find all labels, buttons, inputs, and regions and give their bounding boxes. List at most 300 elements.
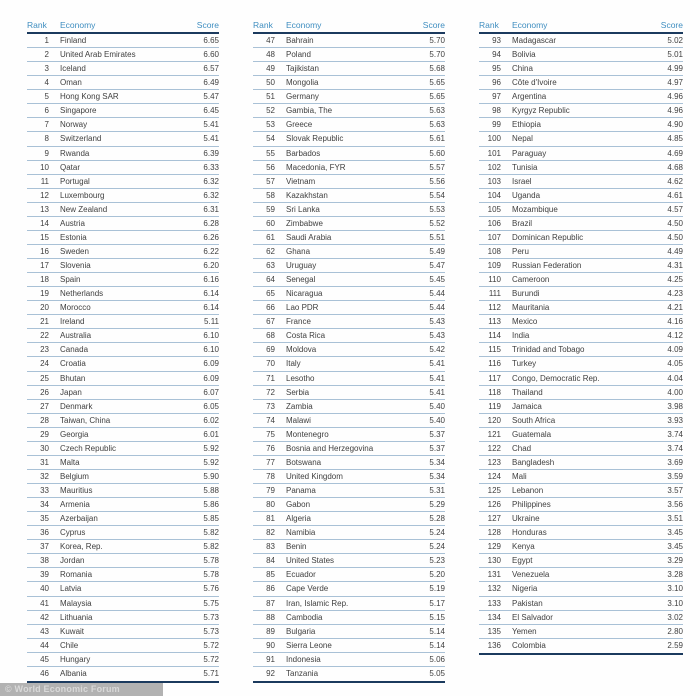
score-cell: 5.34 xyxy=(429,457,445,467)
score-cell: 5.65 xyxy=(429,92,445,102)
table-row xyxy=(253,132,445,146)
rank-cell: 107 xyxy=(487,232,501,242)
score-cell: 5.82 xyxy=(203,528,219,538)
score-cell: 4.25 xyxy=(667,275,683,285)
score-cell: 4.61 xyxy=(667,190,683,200)
rank-cell: 88 xyxy=(266,612,275,622)
economy-cell: Qatar xyxy=(60,162,81,172)
table-row xyxy=(479,273,683,287)
table-row xyxy=(27,132,219,146)
score-cell: 5.51 xyxy=(429,232,445,242)
table-row xyxy=(479,512,683,526)
economy-cell: Serbia xyxy=(286,387,310,397)
table-row xyxy=(253,540,445,554)
rank-cell: 43 xyxy=(40,626,49,636)
score-cell: 5.60 xyxy=(429,148,445,158)
economy-cell: Romania xyxy=(60,570,93,580)
economy-cell: South Africa xyxy=(512,415,556,425)
economy-cell: Moldova xyxy=(286,345,317,355)
rank-cell: 94 xyxy=(492,50,501,60)
table-row xyxy=(27,245,219,259)
rank-cell: 53 xyxy=(266,120,275,130)
score-cell: 3.74 xyxy=(667,429,683,439)
table-row xyxy=(253,484,445,498)
rank-cell: 120 xyxy=(487,415,501,425)
table-row xyxy=(479,118,683,132)
score-cell: 5.37 xyxy=(429,429,445,439)
economy-cell: Sri Lanka xyxy=(286,204,320,214)
score-cell: 3.29 xyxy=(667,556,683,566)
table-row xyxy=(479,611,683,625)
rank-cell: 80 xyxy=(266,500,275,510)
table-row xyxy=(27,400,219,414)
copyright-watermark: © World Economic Forum xyxy=(0,683,163,696)
economy-cell: Austria xyxy=(60,218,85,228)
score-cell: 5.70 xyxy=(429,50,445,60)
score-column-header: Score xyxy=(422,20,445,30)
score-cell: 3.02 xyxy=(667,612,683,622)
table-row xyxy=(27,470,219,484)
score-cell: 5.37 xyxy=(429,443,445,453)
economy-cell: Malta xyxy=(60,457,80,467)
table-row xyxy=(253,582,445,596)
score-cell: 5.76 xyxy=(203,584,219,594)
rank-cell: 19 xyxy=(40,289,49,299)
rank-cell: 12 xyxy=(40,190,49,200)
score-cell: 6.60 xyxy=(203,50,219,60)
economy-cell: Saudi Arabia xyxy=(286,232,332,242)
rank-cell: 127 xyxy=(487,514,501,524)
economy-cell: Bolivia xyxy=(512,50,536,60)
rank-cell: 38 xyxy=(40,556,49,566)
score-cell: 4.50 xyxy=(667,232,683,242)
rank-cell: 3 xyxy=(44,64,49,74)
rank-cell: 87 xyxy=(266,598,275,608)
economy-cell: Ukraine xyxy=(512,514,540,524)
economy-cell: Kyrgyz Republic xyxy=(512,106,570,116)
table-row xyxy=(27,343,219,357)
table-row xyxy=(27,62,219,76)
table-row xyxy=(27,540,219,554)
table-row xyxy=(27,526,219,540)
economy-cell: Kenya xyxy=(512,542,535,552)
rank-cell: 52 xyxy=(266,106,275,116)
rank-cell: 27 xyxy=(40,401,49,411)
rank-cell: 69 xyxy=(266,345,275,355)
score-cell: 6.33 xyxy=(203,162,219,172)
economy-cell: Bulgaria xyxy=(286,626,316,636)
rank-cell: 2 xyxy=(44,50,49,60)
table-row xyxy=(479,372,683,386)
rank-cell: 42 xyxy=(40,612,49,622)
rank-cell: 81 xyxy=(266,514,275,524)
score-cell: 2.59 xyxy=(667,641,683,651)
table-row xyxy=(479,76,683,90)
rank-cell: 13 xyxy=(40,204,49,214)
rank-cell: 33 xyxy=(40,486,49,496)
economy-cell: Kazakhstan xyxy=(286,190,328,200)
economy-cell: Cambodia xyxy=(286,612,323,622)
economy-cell: Argentina xyxy=(512,92,547,102)
rank-cell: 47 xyxy=(266,36,275,46)
economy-cell: Honduras xyxy=(512,528,547,538)
economy-cell: Malaysia xyxy=(60,598,92,608)
economy-cell: Bahrain xyxy=(286,36,314,46)
table-row xyxy=(253,456,445,470)
economy-cell: Paraguay xyxy=(512,148,547,158)
economy-cell: Macedonia, FYR xyxy=(286,162,346,172)
table-row xyxy=(253,428,445,442)
rank-cell: 9 xyxy=(44,148,49,158)
economy-cell: Korea, Rep. xyxy=(60,542,103,552)
rank-cell: 103 xyxy=(487,176,501,186)
score-cell: 6.45 xyxy=(203,106,219,116)
rank-cell: 102 xyxy=(487,162,501,172)
table-row xyxy=(479,259,683,273)
table-row xyxy=(27,231,219,245)
rank-cell: 1 xyxy=(44,36,49,46)
economy-cell: Slovak Republic xyxy=(286,134,344,144)
table-row xyxy=(479,639,683,653)
economy-cell: Israel xyxy=(512,176,532,186)
rank-cell: 10 xyxy=(40,162,49,172)
score-cell: 5.57 xyxy=(429,162,445,172)
table-row xyxy=(253,118,445,132)
economy-cell: Kuwait xyxy=(60,626,85,636)
rank-cell: 44 xyxy=(40,640,49,650)
score-cell: 4.09 xyxy=(667,345,683,355)
score-cell: 5.90 xyxy=(203,471,219,481)
score-cell: 5.23 xyxy=(429,556,445,566)
score-cell: 5.71 xyxy=(203,669,219,679)
rank-cell: 4 xyxy=(44,78,49,88)
economy-cell: Bhutan xyxy=(60,373,86,383)
table-row xyxy=(27,582,219,596)
table-row xyxy=(253,147,445,161)
rank-cell: 57 xyxy=(266,176,275,186)
score-cell: 5.86 xyxy=(203,500,219,510)
economy-cell: Bosnia and Herzegovina xyxy=(286,443,374,453)
table-row xyxy=(27,48,219,62)
score-cell: 6.32 xyxy=(203,176,219,186)
rank-cell: 77 xyxy=(266,457,275,467)
economy-cell: Morocco xyxy=(60,303,91,313)
table-row xyxy=(479,554,683,568)
economy-cell: Barbados xyxy=(286,148,321,158)
score-cell: 5.41 xyxy=(203,134,219,144)
rank-cell: 17 xyxy=(40,261,49,271)
economy-cell: Sierra Leone xyxy=(286,640,332,650)
rank-cell: 8 xyxy=(44,134,49,144)
rank-cell: 32 xyxy=(40,471,49,481)
score-cell: 6.01 xyxy=(203,429,219,439)
score-cell: 5.14 xyxy=(429,640,445,650)
economy-cell: Philippines xyxy=(512,500,551,510)
table-row xyxy=(27,386,219,400)
score-cell: 5.41 xyxy=(429,373,445,383)
score-cell: 4.57 xyxy=(667,204,683,214)
rank-cell: 92 xyxy=(266,669,275,679)
score-cell: 6.09 xyxy=(203,359,219,369)
economy-cell: Ghana xyxy=(286,246,311,256)
score-cell: 5.44 xyxy=(429,289,445,299)
rank-cell: 133 xyxy=(487,598,501,608)
table-row xyxy=(27,611,219,625)
rank-cell: 129 xyxy=(487,542,501,552)
table-row xyxy=(253,203,445,217)
economy-cell: Netherlands xyxy=(60,289,104,299)
score-cell: 4.49 xyxy=(667,246,683,256)
score-cell: 5.45 xyxy=(429,275,445,285)
rank-cell: 51 xyxy=(266,92,275,102)
score-cell: 5.24 xyxy=(429,528,445,538)
rank-cell: 121 xyxy=(487,429,501,439)
rank-cell: 89 xyxy=(266,626,275,636)
table-row xyxy=(479,287,683,301)
economy-cell: Thailand xyxy=(512,387,543,397)
table-row xyxy=(253,400,445,414)
score-cell: 4.50 xyxy=(667,218,683,228)
rank-cell: 62 xyxy=(266,246,275,256)
economy-cell: Ireland xyxy=(60,317,85,327)
score-cell: 3.10 xyxy=(667,598,683,608)
rank-cell: 75 xyxy=(266,429,275,439)
table-row xyxy=(253,189,445,203)
score-cell: 5.40 xyxy=(429,401,445,411)
score-cell: 3.57 xyxy=(667,486,683,496)
table-row xyxy=(479,90,683,104)
economy-cell: Egypt xyxy=(512,556,533,566)
rank-cell: 23 xyxy=(40,345,49,355)
rank-cell: 78 xyxy=(266,471,275,481)
economy-cell: Switzerland xyxy=(60,134,102,144)
economy-cell: Turkey xyxy=(512,359,537,369)
table-row xyxy=(27,203,219,217)
table-row xyxy=(253,62,445,76)
rank-cell: 28 xyxy=(40,415,49,425)
table-header xyxy=(27,13,219,34)
economy-cell: Tanzania xyxy=(286,669,319,679)
score-cell: 6.32 xyxy=(203,190,219,200)
economy-cell: Jordan xyxy=(60,556,85,566)
score-cell: 6.09 xyxy=(203,373,219,383)
score-cell: 5.52 xyxy=(429,218,445,228)
economy-cell: Trinidad and Tobago xyxy=(512,345,585,355)
rank-cell: 35 xyxy=(40,514,49,524)
table-row xyxy=(27,484,219,498)
ranking-table-3 xyxy=(479,13,683,683)
economy-cell: Venezuela xyxy=(512,570,550,580)
rank-cell: 91 xyxy=(266,654,275,664)
economy-cell: El Salvador xyxy=(512,612,553,622)
economy-cell: Benin xyxy=(286,542,307,552)
table-row xyxy=(253,273,445,287)
score-cell: 5.65 xyxy=(429,78,445,88)
economy-cell: Burundi xyxy=(512,289,540,299)
table-row xyxy=(253,329,445,343)
score-cell: 6.49 xyxy=(203,78,219,88)
economy-cell: United States xyxy=(286,556,335,566)
economy-cell: Taiwan, China xyxy=(60,415,111,425)
table-row xyxy=(479,132,683,146)
economy-cell: Chad xyxy=(512,443,532,453)
economy-cell: Belgium xyxy=(60,471,89,481)
rank-cell: 115 xyxy=(488,345,501,355)
score-cell: 6.28 xyxy=(203,218,219,228)
rank-cell: 114 xyxy=(488,331,501,341)
table-row xyxy=(479,48,683,62)
economy-cell: Indonesia xyxy=(286,654,321,664)
score-cell: 4.05 xyxy=(667,359,683,369)
rank-cell: 37 xyxy=(40,542,49,552)
rank-cell: 117 xyxy=(488,373,501,383)
score-cell: 5.29 xyxy=(429,500,445,510)
score-cell: 3.69 xyxy=(667,457,683,467)
score-column-header: Score xyxy=(196,20,219,30)
economy-cell: Cyprus xyxy=(60,528,86,538)
economy-cell: United Arab Emirates xyxy=(60,50,136,60)
economy-cell: Canada xyxy=(60,345,89,355)
rank-cell: 95 xyxy=(492,64,501,74)
score-cell: 5.82 xyxy=(203,542,219,552)
table-row xyxy=(479,189,683,203)
table-row xyxy=(479,147,683,161)
rank-cell: 55 xyxy=(266,148,275,158)
score-cell: 5.43 xyxy=(429,331,445,341)
score-cell: 5.78 xyxy=(203,556,219,566)
rank-cell: 109 xyxy=(487,261,501,271)
economy-cell: Côte d'Ivoire xyxy=(512,78,557,88)
score-cell: 4.31 xyxy=(667,261,683,271)
rank-cell: 93 xyxy=(492,36,501,46)
economy-column-header: Economy xyxy=(60,20,96,30)
rank-cell: 14 xyxy=(40,218,49,228)
score-cell: 6.65 xyxy=(203,36,219,46)
score-cell: 4.62 xyxy=(667,176,683,186)
table-row xyxy=(27,442,219,456)
rank-cell: 34 xyxy=(40,500,49,510)
score-cell: 4.16 xyxy=(667,317,683,327)
table-row xyxy=(479,625,683,639)
rank-cell: 15 xyxy=(40,232,49,242)
economy-cell: New Zealand xyxy=(60,204,108,214)
table-row xyxy=(253,161,445,175)
table-row xyxy=(479,484,683,498)
economy-cell: Colombia xyxy=(512,641,546,651)
economy-cell: Botswana xyxy=(286,457,322,467)
rank-cell: 68 xyxy=(266,331,275,341)
table-rows xyxy=(253,34,445,683)
table-header xyxy=(479,13,683,34)
table-row xyxy=(253,414,445,428)
economy-cell: Uganda xyxy=(512,190,541,200)
rank-cell: 66 xyxy=(266,303,275,313)
economy-cell: Zambia xyxy=(286,401,313,411)
rank-cell: 60 xyxy=(266,218,275,228)
table-row xyxy=(253,245,445,259)
table-row xyxy=(479,428,683,442)
score-cell: 5.61 xyxy=(429,134,445,144)
economy-cell: Mauritania xyxy=(512,303,550,313)
economy-cell: Lesotho xyxy=(286,373,315,383)
table-row xyxy=(253,667,445,681)
score-cell: 5.56 xyxy=(429,176,445,186)
economy-cell: Mali xyxy=(512,471,527,481)
economy-cell: Greece xyxy=(286,120,313,130)
rank-cell: 105 xyxy=(487,204,501,214)
table-row xyxy=(479,245,683,259)
score-cell: 3.45 xyxy=(667,528,683,538)
economy-cell: Algeria xyxy=(286,514,311,524)
economy-cell: Russian Federation xyxy=(512,261,582,271)
score-cell: 5.92 xyxy=(203,457,219,467)
table-row xyxy=(479,357,683,371)
table-row xyxy=(27,161,219,175)
economy-cell: Jamaica xyxy=(512,401,542,411)
rank-cell: 111 xyxy=(488,289,501,299)
economy-cell: Tunisia xyxy=(512,162,538,172)
economy-cell: Czech Republic xyxy=(60,443,117,453)
score-cell: 3.93 xyxy=(667,415,683,425)
table-row xyxy=(253,343,445,357)
score-cell: 5.53 xyxy=(429,204,445,214)
economy-cell: Guatemala xyxy=(512,429,552,439)
score-cell: 4.68 xyxy=(667,162,683,172)
economy-cell: Singapore xyxy=(60,106,97,116)
table-row xyxy=(479,386,683,400)
economy-cell: Poland xyxy=(286,50,311,60)
economy-cell: Ecuador xyxy=(286,570,316,580)
rank-cell: 132 xyxy=(487,584,501,594)
economy-cell: Mozambique xyxy=(512,204,558,214)
rank-cell: 119 xyxy=(488,401,501,411)
table-row xyxy=(27,357,219,371)
table-row xyxy=(253,259,445,273)
score-cell: 5.47 xyxy=(203,92,219,102)
rank-cell: 74 xyxy=(266,415,275,425)
rank-cell: 131 xyxy=(487,570,501,580)
score-cell: 5.15 xyxy=(429,612,445,622)
table-row xyxy=(479,442,683,456)
table-row xyxy=(479,301,683,315)
rank-cell: 6 xyxy=(44,106,49,116)
score-cell: 5.72 xyxy=(203,654,219,664)
rank-cell: 58 xyxy=(266,190,275,200)
table-row xyxy=(27,315,219,329)
score-cell: 5.44 xyxy=(429,303,445,313)
score-cell: 5.02 xyxy=(667,36,683,46)
table-row xyxy=(253,217,445,231)
score-cell: 5.47 xyxy=(429,261,445,271)
economy-cell: Portugal xyxy=(60,176,90,186)
table-row xyxy=(27,597,219,611)
rank-cell: 64 xyxy=(266,275,275,285)
rank-cell: 110 xyxy=(488,275,501,285)
score-cell: 4.96 xyxy=(667,106,683,116)
table-row xyxy=(253,597,445,611)
score-cell: 5.06 xyxy=(429,654,445,664)
table-row xyxy=(253,554,445,568)
rank-cell: 122 xyxy=(487,443,501,453)
rank-cell: 24 xyxy=(40,359,49,369)
rank-cell: 130 xyxy=(487,556,501,566)
table-rows xyxy=(479,34,683,655)
table-row xyxy=(253,34,445,48)
score-cell: 6.07 xyxy=(203,387,219,397)
score-cell: 6.05 xyxy=(203,401,219,411)
economy-cell: Nepal xyxy=(512,134,533,144)
economy-cell: Oman xyxy=(60,78,82,88)
